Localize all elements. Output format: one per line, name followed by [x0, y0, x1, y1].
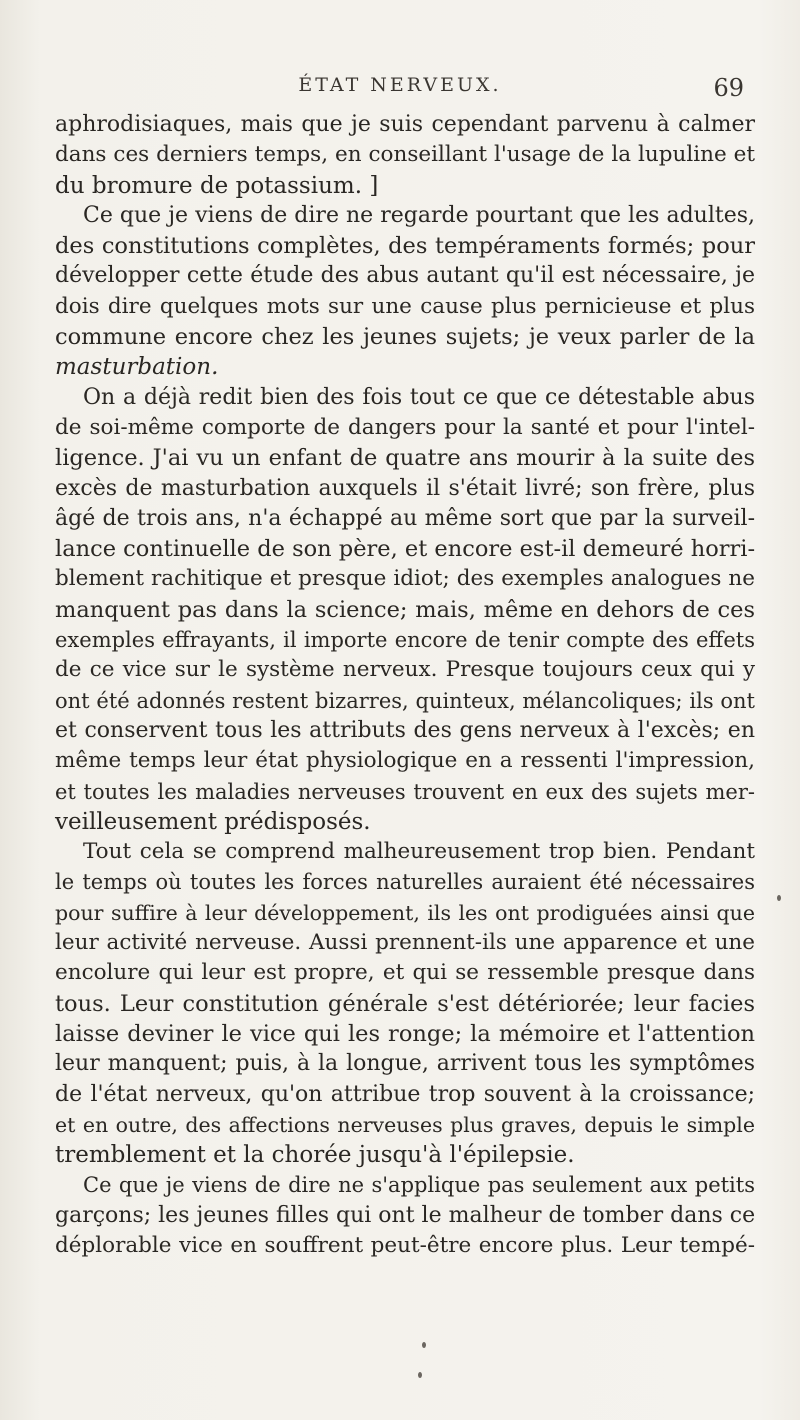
text-line: encolure qui leur est propre, et qui se ressemble presque dans: [55, 960, 755, 986]
print-speck: [418, 1372, 422, 1378]
text-line: et conservent tous les attributs des gens nerveux à l'excès; en: [55, 717, 755, 743]
text-line: dans ces derniers temps, en conseillant l'usage de la lupuline et: [55, 142, 755, 168]
text-line: des constitutions complètes, des tempéraments formés; pour: [55, 233, 755, 260]
text-line: déplorable vice en souffrent peut-être encore plus. Leur tempé-: [55, 1232, 755, 1258]
text-line: aphrodisiaques, mais que je suis cependant parvenu à calmer: [55, 112, 755, 137]
paragraph-start-line: Tout cela se comprend malheureusement trop bien. Pendant: [83, 839, 755, 865]
text-line: et toutes les maladies nerveuses trouvent en eux des sujets mer-: [55, 779, 755, 804]
text-line: ont été adonnés restent bizarres, quinteux, mélancoliques; ils ont: [55, 688, 755, 713]
text-line: ligence. J'ai vu un enfant de quatre ans mourir à la suite des: [55, 445, 755, 472]
text-line: lance continuelle de son père, et encore est-il demeuré horri-: [55, 536, 756, 563]
running-title: ÉTAT NERVEUX.: [298, 74, 502, 96]
paragraph-start-line: Ce que je viens de dire ne regarde pourtant que les adultes,: [83, 202, 755, 228]
text-line: garçons; les jeunes filles qui ont le malheur de tomber dans ce: [55, 1202, 756, 1228]
paragraph-start-line: Ce que je viens de dire ne s'applique pas seulement aux petits: [83, 1173, 755, 1198]
print-speck: [777, 895, 781, 901]
text-line: âgé de trois ans, n'a échappé au même sort que par la surveil-: [55, 505, 755, 531]
text-line: leur activité nerveuse. Aussi prennent-ils une apparence et une: [55, 930, 755, 956]
text-line: exemples effrayants, il importe encore de tenir compte des effets: [55, 628, 755, 653]
text-line: excès de masturbation auxquels il s'était livré; son frère, plus: [55, 475, 755, 501]
text-line: le temps où toutes les forces naturelles auraient été nécessaires: [55, 870, 755, 895]
text-line: développer cette étude des abus autant qu'il est nécessaire, je: [55, 263, 755, 289]
text-line: même temps leur état physiologique en a ressenti l'impression,: [55, 748, 755, 774]
text-line: dois dire quelques mots sur une cause plus pernicieuse et plus: [55, 293, 755, 319]
body-text: [55, 110, 755, 1261]
text-line: commune encore chez les jeunes sujets; je veux parler de la: [55, 324, 755, 351]
text-line: de ce vice sur le système nerveux. Presque toujours ceux qui y: [55, 657, 755, 683]
print-speck: [422, 1342, 426, 1348]
text-line: tous. Leur constitution générale s'est détériorée; leur facies: [55, 990, 755, 1017]
italic-term-line: masturbation.: [55, 354, 219, 381]
text-line: tremblement et la chorée jusqu'à l'épilepsie.: [55, 1142, 575, 1169]
paragraph-start-line: On a déjà redit bien des fois tout ce que ce détestable abus: [83, 384, 755, 410]
running-head: [0, 74, 800, 104]
page-number: 69: [713, 74, 744, 102]
text-line: manquent pas dans la science; mais, même en dehors de ces: [55, 596, 755, 623]
text-line: et en outre, des affections nerveuses plus graves, depuis le simple: [55, 1112, 755, 1137]
text-line: blement rachitique et presque idiot; des exemples analogues ne: [55, 566, 755, 592]
text-line: laisse deviner le vice qui les ronge; la mémoire et l'attention: [55, 1020, 755, 1047]
text-line: de soi-même comporte de dangers pour la santé et pour l'intel-: [55, 414, 755, 440]
text-line: pour suffire à leur développement, ils les ont prodiguées ainsi que: [55, 900, 755, 925]
text-line: de l'état nerveux, qu'on attribue trop souvent à la croissance;: [55, 1081, 755, 1107]
text-line: veilleusement prédisposés.: [55, 808, 371, 835]
text-line: du bromure de potassium. ]: [55, 172, 379, 199]
text-line: leur manquent; puis, à la longue, arrivent tous les symptômes: [55, 1051, 755, 1077]
